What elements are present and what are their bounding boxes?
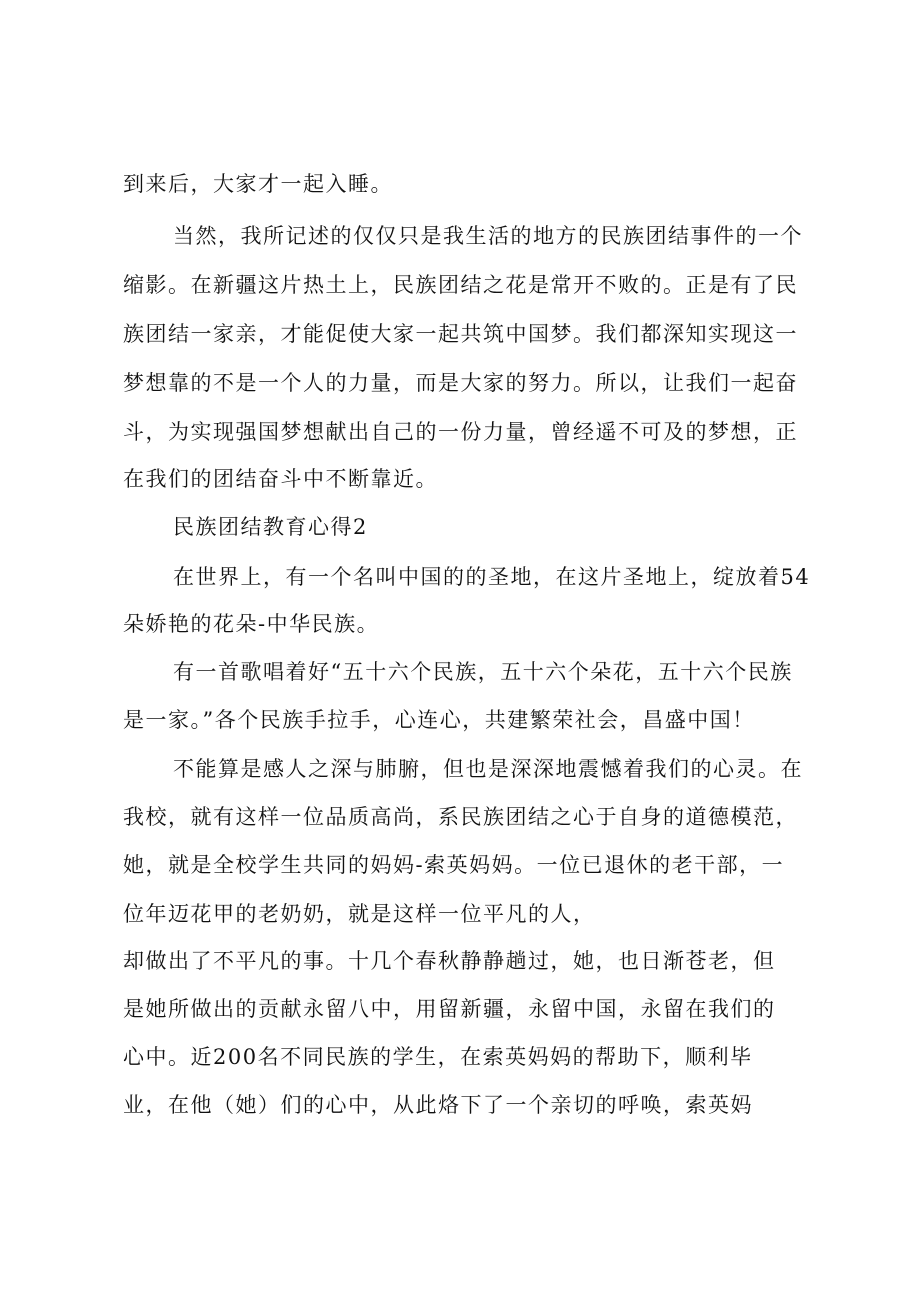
text-line: 她，就是全校学生共同的妈妈-索英妈妈。一位已退休的老干部，一 — [123, 853, 785, 877]
text-line: 斗，为实现强国梦想献出自己的一份力量，曾经遥不可及的梦想，正 — [123, 420, 798, 444]
text-line: 却做出了不平凡的事。十几个春秋静静趟过，她，也日渐苍老，但 — [123, 949, 776, 973]
text-line: 族团结一家亲，才能促使大家一起共筑中国梦。我们都深知实现这一 — [123, 322, 798, 346]
text-line: 朵娇艳的花朵-中华民族。 — [123, 612, 380, 636]
text-line: 当然，我所记述的仅仅只是我生活的地方的民族团结事件的一个 — [173, 224, 803, 248]
text-line: 缩影。在新疆这片热土上，民族团结之花是常开不败的。正是有了民 — [123, 273, 798, 297]
text-line: 位年迈花甲的老奶奶，就是这样一位平凡的人， — [123, 902, 596, 926]
section-heading: 民族团结教育心得2 — [173, 515, 368, 539]
text-line: 有一首歌唱着好“五十六个民族，五十六个朵花，五十六个民族 — [173, 660, 793, 684]
text-line: 业，在他（她）们的心中，从此烙下了一个亲切的呼唤，索英妈 — [123, 1093, 753, 1117]
text-line: 是她所做出的贡献永留八中，用留新疆，永留中国，永留在我们的 — [123, 997, 776, 1021]
text-line: 是一家。”各个民族手拉手，心连心，共建繁荣社会，昌盛中国！ — [123, 708, 755, 732]
text-line: 我校，就有这样一位品质高尚，系民族团结之心于自身的道德模范， — [123, 805, 798, 829]
text-line: 到来后，大家才一起入睡。 — [123, 172, 393, 196]
text-line: 在世界上，有一个名叫中国的的圣地，在这片圣地上，绽放着54 — [173, 565, 811, 589]
text-line: 梦想靠的不是一个人的力量，而是大家的努力。所以，让我们一起奋 — [123, 371, 798, 395]
text-line: 心中。近200名不同民族的学生，在索英妈妈的帮助下，顺利毕 — [123, 1045, 753, 1069]
text-line: 不能算是感人之深与肺腑，但也是深深地震憾着我们的心灵。在 — [173, 757, 803, 781]
text-line: 在我们的团结奋斗中不断靠近。 — [123, 467, 438, 491]
